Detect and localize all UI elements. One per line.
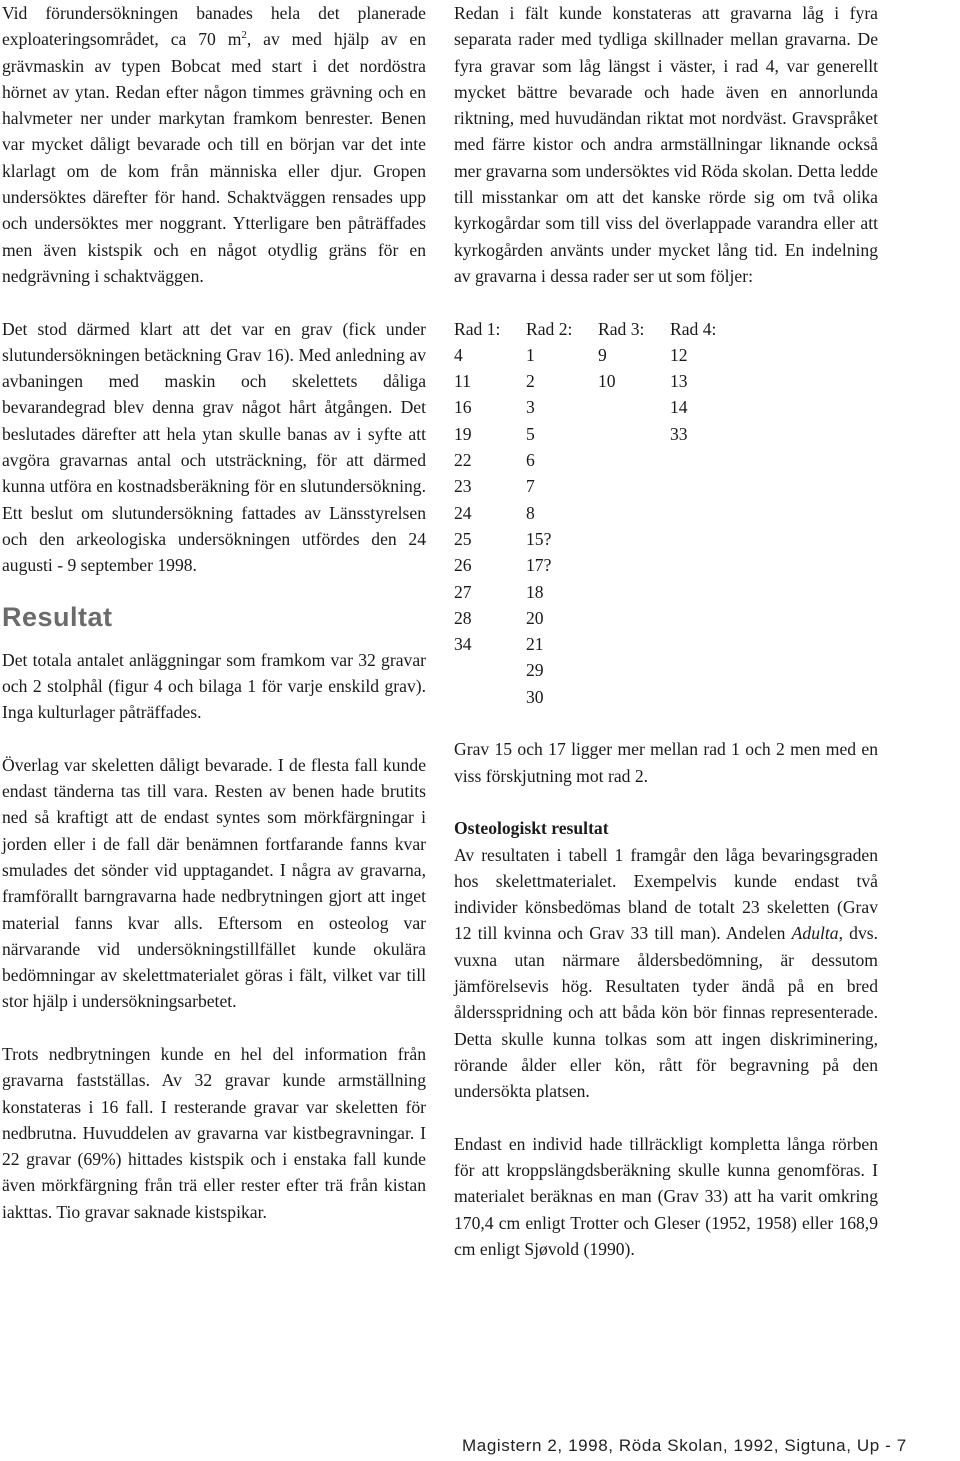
table-header-row bbox=[454, 316, 742, 342]
table-cell: 14 bbox=[670, 397, 688, 418]
table-header-cell: Rad 3: bbox=[598, 318, 645, 339]
table-row bbox=[454, 421, 742, 447]
table-cell: 13 bbox=[670, 371, 688, 392]
paragraph-grav15-17: Grav 15 och 17 ligger mer mellan rad 1 och 2 men med en viss förskjutning mot rad 2. bbox=[454, 739, 878, 786]
table-cell bbox=[598, 500, 670, 526]
table-cell bbox=[598, 473, 670, 499]
table-row bbox=[454, 394, 742, 420]
table-header-cell: Rad 4: bbox=[670, 318, 717, 339]
table-cell: 17? bbox=[526, 555, 552, 576]
table-row bbox=[454, 342, 742, 368]
paragraph-intro bbox=[2, 0, 426, 289]
table-cell bbox=[670, 500, 742, 526]
table-cell: 2 bbox=[526, 371, 535, 392]
table-cell bbox=[598, 421, 670, 447]
table-cell bbox=[670, 526, 742, 552]
table-cell: 18 bbox=[526, 581, 544, 602]
paragraph-total: Det totala antalet anläggningar som framkom var 32 gravar och 2 stolphål (figur 4 och bilaga 1 för varje enskild grav). Inga kulturlager påträffades. bbox=[2, 649, 426, 723]
table-cell: 7 bbox=[526, 476, 535, 497]
table-cell bbox=[670, 657, 742, 683]
table-cell: 19 bbox=[454, 423, 472, 444]
left-column bbox=[2, 0, 426, 1225]
table-cell: 30 bbox=[526, 686, 544, 707]
paragraph-grav16: Det stod därmed klart att det var en grav (fick under slutundersökningen betäckning Grav 16). Med anledning av avbaningen med maskin och skelettets dåliga bevarandegrad blev denna grav något hårt åtgången. Det beslutades därefter att hela ytan skulle banas av i syfte att avgöra gravarnas antal och utsträckning, för att därmed kunna utföra en kostnadsberäkning för en slutundersökning. Ett beslut om slutundersökning fattades av Länsstyrelsen och den arkeologiska undersökningen utfördes den 24 augusti - 9 september 1998. bbox=[2, 318, 426, 576]
table-cell: 26 bbox=[454, 555, 472, 576]
table-cell bbox=[598, 684, 670, 710]
table-row bbox=[454, 657, 742, 683]
table-cell: 16 bbox=[454, 397, 472, 418]
table-cell bbox=[670, 579, 742, 605]
italic-term: Adulta bbox=[791, 923, 839, 944]
table-cell bbox=[670, 631, 742, 657]
table-cell bbox=[670, 552, 742, 578]
table-cell: 24 bbox=[454, 502, 472, 523]
table-row bbox=[454, 526, 742, 552]
paragraph-osteology bbox=[454, 842, 878, 1105]
page-footer: Magistern 2, 1998, Röda Skolan, 1992, Sigtuna, Up - 7 bbox=[462, 1436, 907, 1455]
superscript: 2 bbox=[241, 29, 247, 42]
table-cell: 4 bbox=[454, 344, 463, 365]
table-cell bbox=[454, 657, 526, 683]
paragraph-stature: Endast en individ hade tillräckligt kompletta långa rörben för att kroppslängdsberäkning skulle kunna genomföras. I materialet beräknas en man (Grav 33) att ha varit omkring 170,4 cm enligt Trotter och Gleser (1952, 1958) eller 168,9 cm enligt Sjøvold (1990). bbox=[454, 1133, 878, 1259]
table-cell: 25 bbox=[454, 528, 472, 549]
table-cell: 11 bbox=[454, 371, 471, 392]
table-cell bbox=[670, 473, 742, 499]
table-cell bbox=[598, 526, 670, 552]
table-header-cell: Rad 2: bbox=[526, 318, 573, 339]
table-row bbox=[454, 473, 742, 499]
table-cell: 8 bbox=[526, 502, 535, 523]
paragraph-text: , dvs. vuxna utan närmare åldersbedömning, är dessutom jämförelsevis hög. Resultaten tyder ändå på en bred åldersspridning och att båda kön bör finnas representerade. Detta skulle kunna tolkas som att ingen diskriminering, rörande ålder eller kön, rått för begravning på den undersökta platsen. bbox=[454, 923, 879, 1102]
table-cell: 34 bbox=[454, 634, 472, 655]
table-cell: 15? bbox=[526, 528, 552, 549]
table-cell bbox=[670, 605, 742, 631]
table-row bbox=[454, 579, 742, 605]
table-cell bbox=[598, 605, 670, 631]
paragraph-rows-intro: Redan i fält kunde konstateras att gravarna låg i fyra separata rader med tydliga skillnader mellan gravarna. De fyra gravar som låg längst i väster, i rad 4, var generellt mycket bättre bevarade och hade även en annorlunda riktning, med huvudändan riktat mot nordväst. Gravspråket med färre kistor och andra armställningar liknande också mer gravarna som undersöktes vid Röda skolan. Detta ledde till misstankar om att det kanske rörde sig om två olika kyrkogårdar som till viss del överlappade varandra eller att kyrkogården använts under mycket lång tid. En indelning av gravarna i dessa rader ser ut som följer: bbox=[454, 3, 878, 286]
table-cell: 23 bbox=[454, 476, 472, 497]
right-column bbox=[454, 0, 878, 1262]
table-cell bbox=[598, 394, 670, 420]
table-cell bbox=[454, 684, 526, 710]
table-cell: 6 bbox=[526, 450, 535, 471]
table-cell: 5 bbox=[526, 423, 535, 444]
table-row bbox=[454, 684, 742, 710]
table-cell bbox=[598, 631, 670, 657]
section-heading-resultat: Resultat bbox=[2, 601, 113, 632]
table-cell bbox=[598, 447, 670, 473]
table-cell: 20 bbox=[526, 607, 544, 628]
table-cell: 21 bbox=[526, 634, 544, 655]
table-cell: 28 bbox=[454, 607, 472, 628]
table-header-cell: Rad 1: bbox=[454, 318, 501, 339]
table-cell bbox=[598, 657, 670, 683]
table-row bbox=[454, 447, 742, 473]
table-cell: 27 bbox=[454, 581, 472, 602]
subheading-osteology: Osteologiskt resultat bbox=[454, 818, 609, 839]
table-cell bbox=[670, 684, 742, 710]
table-row bbox=[454, 605, 742, 631]
table-cell: 9 bbox=[598, 344, 607, 365]
table-cell bbox=[670, 447, 742, 473]
table-body bbox=[454, 342, 742, 710]
table-row bbox=[454, 500, 742, 526]
table-row bbox=[454, 631, 742, 657]
paragraph-coffins: Trots nedbrytningen kunde en hel del information från gravarna fastställas. Av 32 gravar kunde armställning konstateras i 16 fall. I resterande gravar var skeletten för nedbrutna. Huvuddelen av gravarna var kistbegravningar. I 22 gravar (69%) hittades kistspik och i enstaka fall kunde även mörkfärgning från trä eller rester efter trä från kistan iakttas. Tio gravar saknade kistspikar. bbox=[2, 1043, 426, 1222]
table-cell: 33 bbox=[670, 423, 688, 444]
table-cell: 1 bbox=[526, 344, 535, 365]
paragraph-text: Vid förundersökningen banades hela det planerade exploateringsområdet, ca 70 m bbox=[2, 3, 426, 50]
table-cell: 29 bbox=[526, 660, 544, 681]
table-cell: 3 bbox=[526, 397, 535, 418]
grave-rows-table bbox=[454, 316, 742, 710]
paragraph-text: , av med hjälp av en grävmaskin av typen Bobcat med start i det nordöstra hörnet av ytan. Redan efter någon timmes grävning och en halvmeter ner under markytan framkom benrester. Benen var mycket dåligt bevarade och till en början var det inte klarlagt om de kom från människa eller djur. Gropen undersöktes därefter för hand. Schaktväggen rensades upp och undersöktes mer noggrant. Ytterligare ben påträffades men även kistspik och en något otydlig gräns för en nedgrävning i schaktväggen. bbox=[2, 29, 426, 286]
table-cell: 12 bbox=[670, 344, 688, 365]
table-row bbox=[454, 552, 742, 578]
table-cell bbox=[598, 552, 670, 578]
table-cell bbox=[598, 579, 670, 605]
table-cell: 22 bbox=[454, 450, 472, 471]
table-cell: 10 bbox=[598, 371, 616, 392]
paragraph-preservation: Överlag var skeletten dåligt bevarade. I de flesta fall kunde endast tänderna tas till vara. Resten av benen hade brutits ned så kraftigt att de endast syntes som mörkfärgningar i jorden eller i de fall där benämnen fortfarande fanns kvar smulades det sönder vid upptagandet. I några av gravarna, framförallt barngravarna hade nedbrytningen gjort att inget material fanns kvar alls. Eftersom en osteolog var närvarande vid undersökningstillfället kunde okulära bedömningar av skelettmaterialet göras i fält, vilket var till stor hjälp i undersökningsarbetet. bbox=[2, 754, 426, 1012]
table-row bbox=[454, 368, 742, 394]
paragraph-text: Av resultaten i tabell 1 framgår den låga bevaringsgraden hos skelettmaterialet. Exempelvis kunde endast två individer könsbedömas bland de totalt 23 skeletten (Grav 12 till kvinna och Grav 33 till man). Andelen bbox=[454, 844, 878, 944]
